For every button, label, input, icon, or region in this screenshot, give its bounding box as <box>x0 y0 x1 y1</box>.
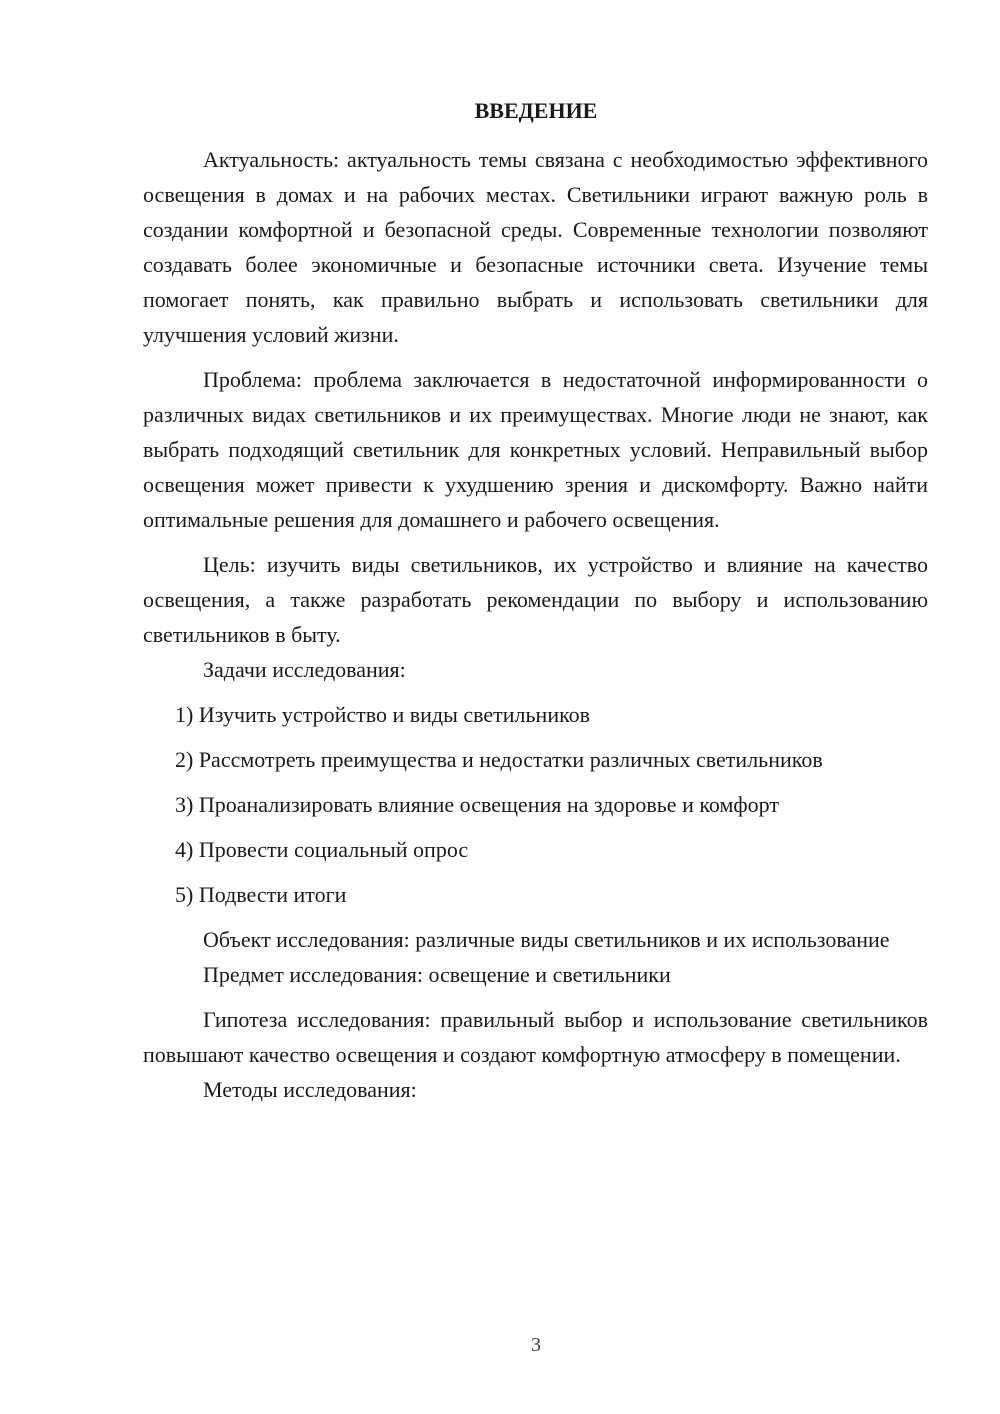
paragraph-goal: Цель: изучить виды светильников, их устройство и влияние на качество освещения, а также разработать рекомендации по выбору и использованию светильников в быту. <box>143 552 928 647</box>
methods-heading: Методы исследования: <box>203 1077 417 1102</box>
list-item: 1) Изучить устройство и виды светильников <box>175 702 591 727</box>
document-body <box>143 142 928 1107</box>
list-item: 3) Проанализировать влияние освещения на здоровье и комфорт <box>175 792 779 817</box>
list-item: 2) Рассмотреть преимущества и недостатки различных светильников <box>175 747 823 772</box>
paragraph-relevance: Актуальность: актуальность темы связана с необходимостью эффективного освещения в домах и на рабочих местах. Светильники играют важную роль в создании комфортной и безопасной среды. Современные технологии позволяют создавать более экономичные и безопасные источники света. Изучение темы помогает понять, как правильно выбрать и использовать светильники для улучшения условий жизни. <box>143 147 928 347</box>
paragraph-problem: Проблема: проблема заключается в недостаточной информированности о различных видах светильников и их преимуществах. Многие люди не знают, как выбрать подходящий светильник для конкретных условий. Неправильный выбор освещения может привести к ухудшению зрения и дискомфорту. Важно найти оптимальные решения для домашнего и рабочего освещения. <box>143 367 928 532</box>
paragraph-object: Объект исследования: различные виды светильников и их использование <box>203 927 890 952</box>
page-number: 3 <box>531 1334 541 1356</box>
page-title: ВВЕДЕНИЕ <box>474 98 598 123</box>
paragraph-hypothesis: Гипотеза исследования: правильный выбор и использование светильников повышают качество освещения и создают комфортную атмосферу в помещении. <box>143 1007 928 1067</box>
tasks-heading: Задачи исследования: <box>203 657 406 682</box>
tasks-list <box>143 697 928 912</box>
list-item: 5) Подвести итоги <box>175 882 347 907</box>
paragraph-subject: Предмет исследования: освещение и светильники <box>203 962 671 987</box>
list-item: 4) Провести социальный опрос <box>175 837 469 862</box>
